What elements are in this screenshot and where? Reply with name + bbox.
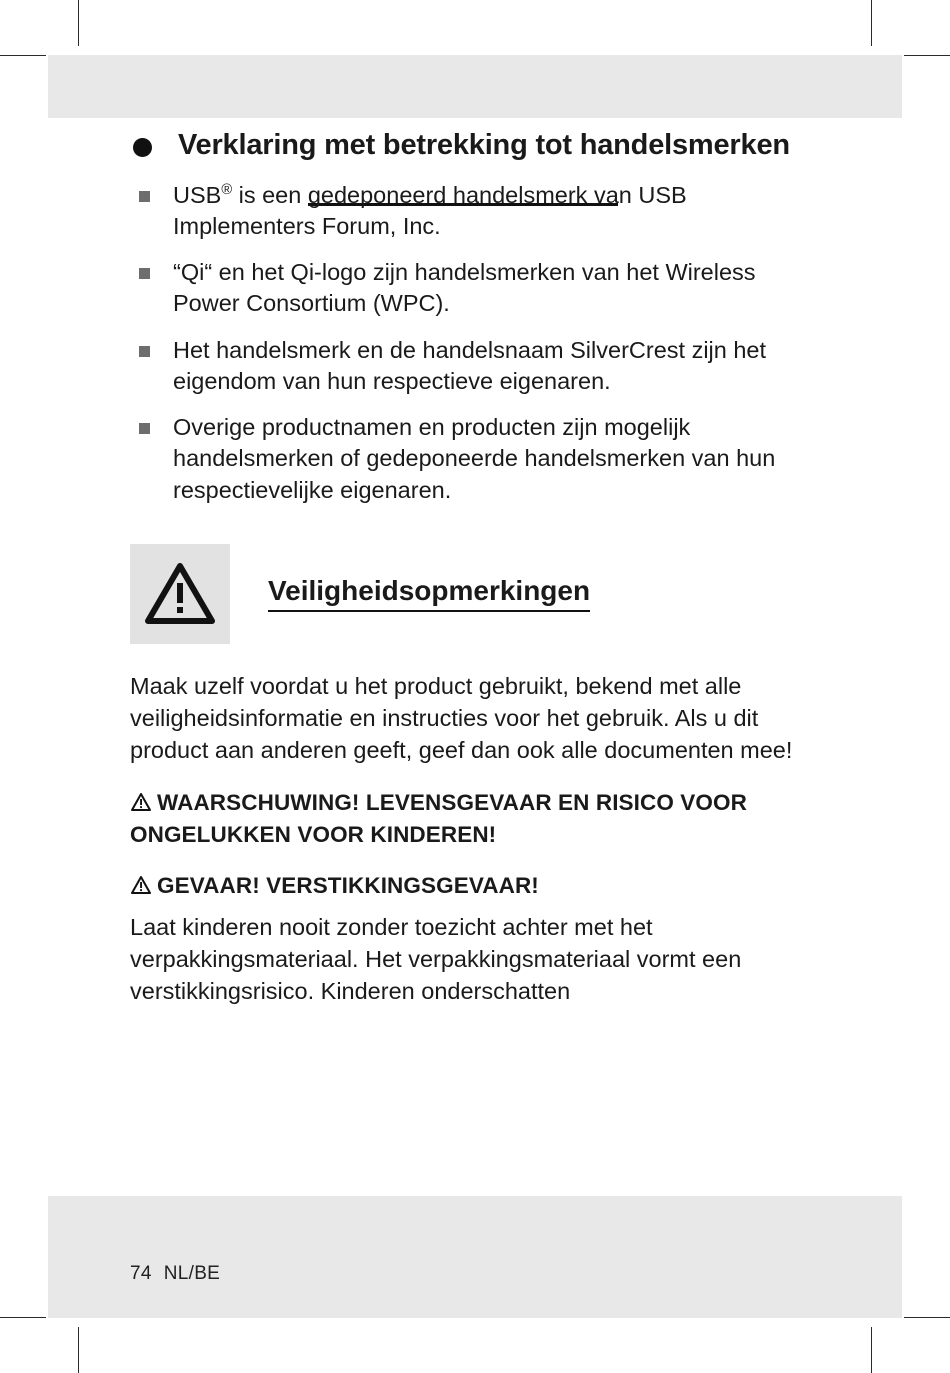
list-item-text: Het handelsmerk en de handelsnaam SilverCrest zijn het eigendom van hun respectieve eigenaren. — [173, 336, 767, 394]
list-item — [130, 412, 820, 506]
safety-intro-text: Maak uzelf voordat u het product gebruikt, bekend met alle veiligheidsinformatie en instructies voor het gebruik. Als u dit product aan anderen geeft, geef dan ook alle documenten mee! — [130, 672, 793, 764]
warning-heading-1-text: WAARSCHUWING! LEVENSGEVAAR EN RISICO VOOR ONGELUKKEN VOOR KINDEREN! — [130, 790, 747, 847]
square-bullet-icon — [139, 346, 150, 357]
safety-section-title: Veiligheidsopmerkingen — [268, 576, 590, 612]
list-item-text: Overige productnamen en producten zijn mogelijk handelsmerken of gedeponeerde handelsmerken van hun respectievelijke eigenaren. — [173, 414, 776, 503]
square-bullet-icon — [139, 268, 150, 279]
crop-mark-bottom-left — [78, 1327, 79, 1373]
footer-page-number: 74 — [130, 1263, 152, 1284]
crop-mark-bottom-right — [871, 1327, 872, 1373]
warning-heading-1 — [130, 788, 820, 849]
warning-2-body-text: Laat kinderen nooit zonder toezicht achter met het verpakkingsmateriaal. Het verpakkingsmateriaal vormt een verstikkingsrisico. Kinderen onderschatten — [130, 913, 742, 1005]
registered-trademark-symbol: ® — [221, 181, 233, 198]
page-footer — [130, 1263, 220, 1285]
trademark-list — [130, 180, 820, 506]
list-item-text: “Qi“ en het Qi-logo zijn handelsmerken van het Wireless Power Consortium (WPC). — [173, 259, 756, 317]
warning-heading-2-text: GEVAAR! VERSTIKKINGSGEVAAR! — [157, 873, 539, 899]
circle-bullet-icon — [133, 138, 152, 157]
list-item-text-part1: USB — [173, 181, 222, 208]
manual-page-content — [130, 128, 820, 1029]
list-item — [130, 180, 820, 243]
crop-mark-right-top — [904, 55, 950, 56]
square-bullet-icon — [139, 191, 150, 202]
list-item-text-part2: is een gedeponeerd handelsmerk van USB Implementers Forum, Inc. — [173, 181, 687, 239]
list-item — [130, 257, 820, 320]
safety-section-header — [130, 544, 820, 644]
crop-mark-top-left — [78, 0, 79, 46]
crop-mark-right-bottom — [904, 1317, 950, 1318]
crop-mark-top-right — [871, 0, 872, 46]
crop-mark-left-bottom — [0, 1317, 46, 1318]
page-title — [130, 128, 820, 164]
small-warning-triangle-icon — [130, 873, 152, 902]
list-item — [130, 335, 820, 398]
page-title-text: Verklaring met betrekking tot handelsmerken — [178, 129, 790, 161]
small-warning-triangle-icon — [130, 790, 152, 819]
warning-heading-2 — [130, 871, 820, 902]
square-bullet-icon — [139, 423, 150, 434]
footer-locale: NL/BE — [163, 1263, 221, 1284]
warning-triangle-icon — [130, 544, 230, 644]
crop-mark-left-top — [0, 55, 46, 56]
